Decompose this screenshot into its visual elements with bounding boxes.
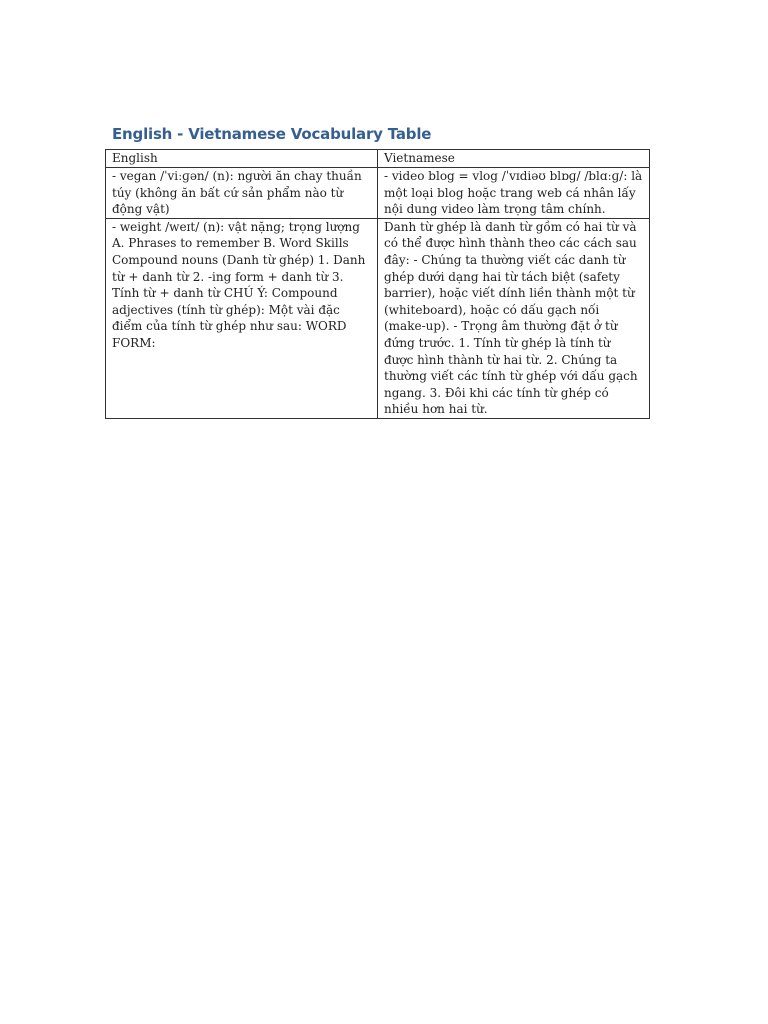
document-title: English - Vietnamese Vocabulary Table (112, 125, 432, 143)
table-header-row (106, 150, 650, 168)
table-row (106, 218, 650, 418)
table-cell-vietnamese: - video blog = vlog /ˈvɪdiəʊ blɒɡ/ /blɑːɡ/: là một loại blog hoặc trang web cá nhân lấy nội dung video làm trọng tâm chính. (378, 168, 650, 219)
vocabulary-table (105, 149, 650, 419)
table-cell-english: - vegan /ˈviːɡən/ (n): người ăn chay thuần túy (không ăn bất cứ sản phẩm nào từ động vật) (106, 168, 378, 219)
column-header-english: English (106, 150, 378, 168)
table-cell-english: - weight /weɪt/ (n): vật nặng; trọng lượng A. Phrases to remember B. Word Skills Compound nouns (Danh từ ghép) 1. Danh từ + danh từ 2. -ing form + danh từ 3. Tính từ + danh từ CHÚ Ý: Compound adjectives (tính từ ghép): Một vài đặc điểm của tính từ ghép như sau: WORD FORM: (106, 218, 378, 418)
table-row (106, 168, 650, 219)
table-cell-vietnamese: Danh từ ghép là danh từ gồm có hai từ và có thể được hình thành theo các cách sau đây: - Chúng ta thường viết các danh từ ghép dưới dạng hai từ tách biệt (safety barrier), hoặc viết dính liền thành một từ (whiteboard), hoặc có dấu gạch nối (make-up). - Trọng âm thường đặt ở từ đứng trước. 1. Tính từ ghép là tính từ được hình thành từ hai từ. 2. Chúng ta thường viết các tính từ ghép với dấu gạch ngang. 3. Đôi khi các tính từ ghép có nhiều hơn hai từ. (378, 218, 650, 418)
column-header-vietnamese: Vietnamese (378, 150, 650, 168)
